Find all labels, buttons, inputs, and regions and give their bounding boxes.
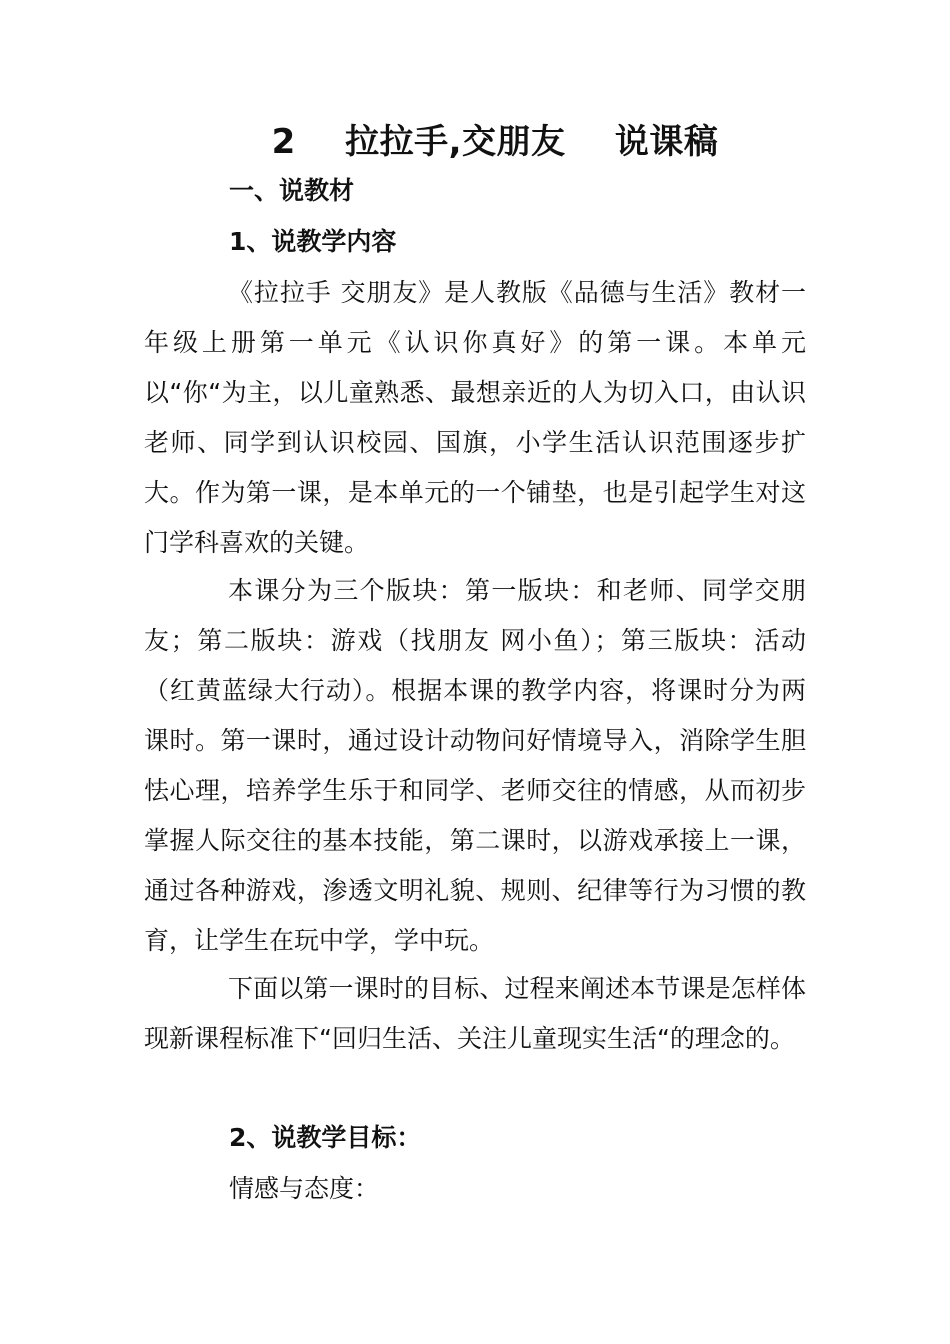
subheading-teaching-goals: 2、说教学目标： [229,1123,422,1152]
paragraph-lesson-structure: 本课分为三个版块：第一版块：和老师、同学交朋友；第二版块：游戏（找朋友 网小鱼）；第三版块：活动（红黄蓝绿大行动）。根据本课的教学内容，将课时分为两课时。第一课时，通过设计动物问好情境导入，消除学生胆怯心理，培养学生乐于和同学、老师交往的情感，从而初步掌握人际交往的基本技能，第二课时，以游戏承接上一课，通过各种游戏，渗透文明礼貌、规则、纪律等行为习惯的教育，让学生在玩中学，学中玩。 [144,576,806,955]
paragraph-intro: 《拉拉手 交朋友》是人教版《品德与生活》教材一年级上册第一单元《认识你真好》的第一课。本单元以“你“为主，以儿童熟悉、最想亲近的人为切入口，由认识老师、同学到认识校园、国旗，小学生活认识范围逐步扩大。作为第一课，是本单元的一个铺垫，也是引起学生对这门学科喜欢的关键。 [144,278,806,557]
section-heading-textbook: 一、说教材 [229,176,355,205]
label-emotion-attitude: 情感与态度： [229,1174,380,1203]
subheading-teaching-content: 1、说教学内容 [229,227,397,256]
paragraph-transition: 下面以第一课时的目标、过程来阐述本节课是怎样体现新课程标准下“回归生活、关注儿童现实生活“的理念的。 [144,974,806,1053]
document-title: 2 拉拉手,交朋友 说课稿 [271,122,719,162]
